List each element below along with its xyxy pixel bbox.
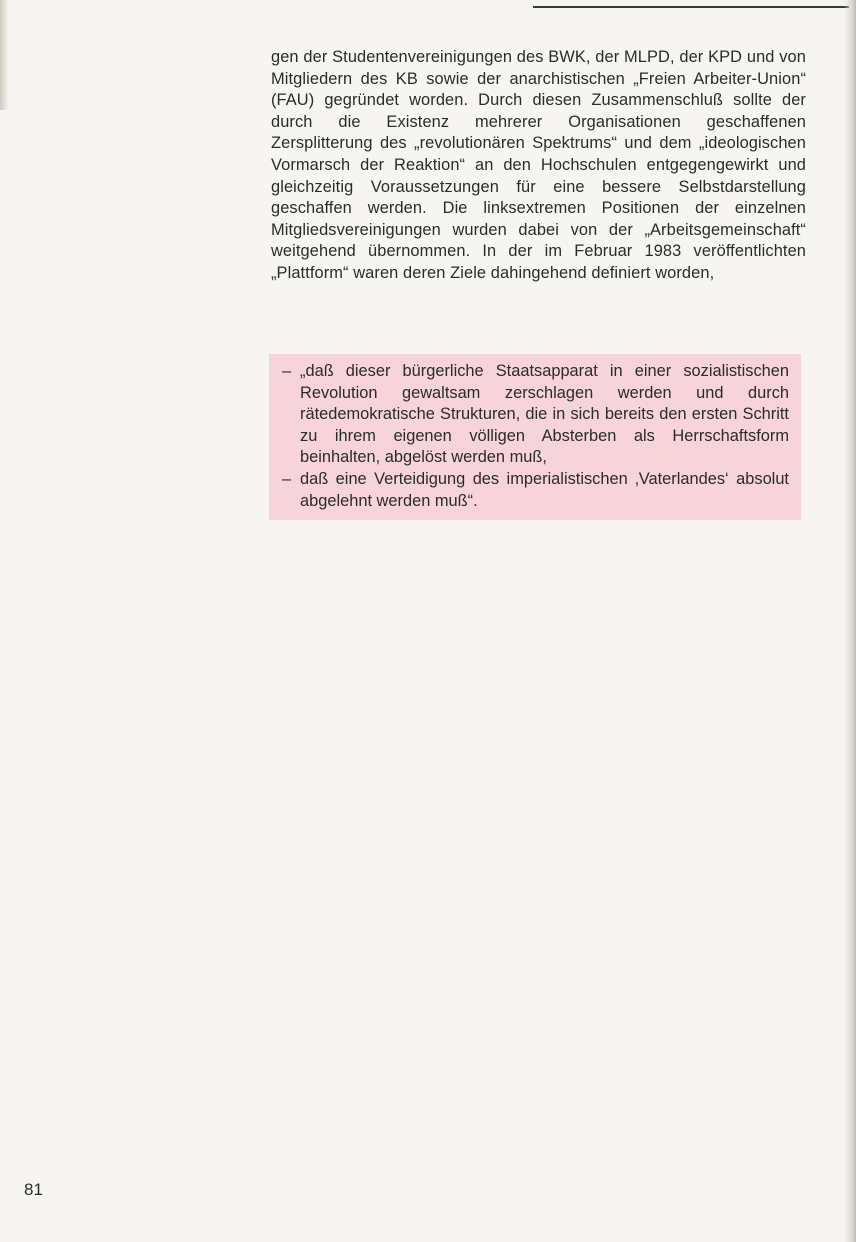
page-shadow-left — [0, 0, 9, 110]
quote-item-text: „daß dieser bürgerliche Staatsapparat in einer sozialistischen Revolution gewaltsam zerschlagen werden und durch rätedemokratische Strukturen, die in sich bereits den ersten Schritt zu ihrem eigenen völligen Absterben als Herrschaftsform beinhalten, abgelöst werden muß, — [300, 362, 789, 467]
dash-bullet: – — [282, 469, 292, 488]
highlighted-quote-box — [269, 354, 801, 520]
page-number: 81 — [24, 1180, 43, 1199]
dash-bullet: – — [282, 362, 292, 380]
quote-item-1 — [278, 361, 789, 469]
quote-item-text: daß eine Verteidigung des imperialistischen ‚Vaterlandes‘ absolut abgelehnt werden muß“. — [300, 469, 789, 510]
page-edge-right — [844, 0, 856, 1242]
quote-item-2 — [278, 469, 789, 512]
header-rule — [533, 6, 849, 8]
body-paragraph: gen der Studentenvereinigungen des BWK, der MLPD, der KPD und von Mitgliedern des KB sowie der anarchistischen „Freien Arbeiter-Union“ (FAU) gegründet worden. Durch diesen Zusammenschluß sollte der durch die Existenz mehrerer Organisationen geschaffenen Zersplitterung des „revolutionären Spektrums“ und dem „ideologischen Vormarsch der Reaktion“ an den Hochschulen entgegengewirkt und gleichzeitig Voraussetzungen für eine bessere Selbstdarstellung geschaffen werden. Die linksextremen Positionen der einzelnen Mitgliedsvereinigungen wurden dabei von der „Arbeitsgemeinschaft“ weitgehend übernommen. In der im Februar 1983 veröffentlichten „Plattform“ waren deren Ziele dahingehend definiert worden, — [271, 48, 806, 282]
